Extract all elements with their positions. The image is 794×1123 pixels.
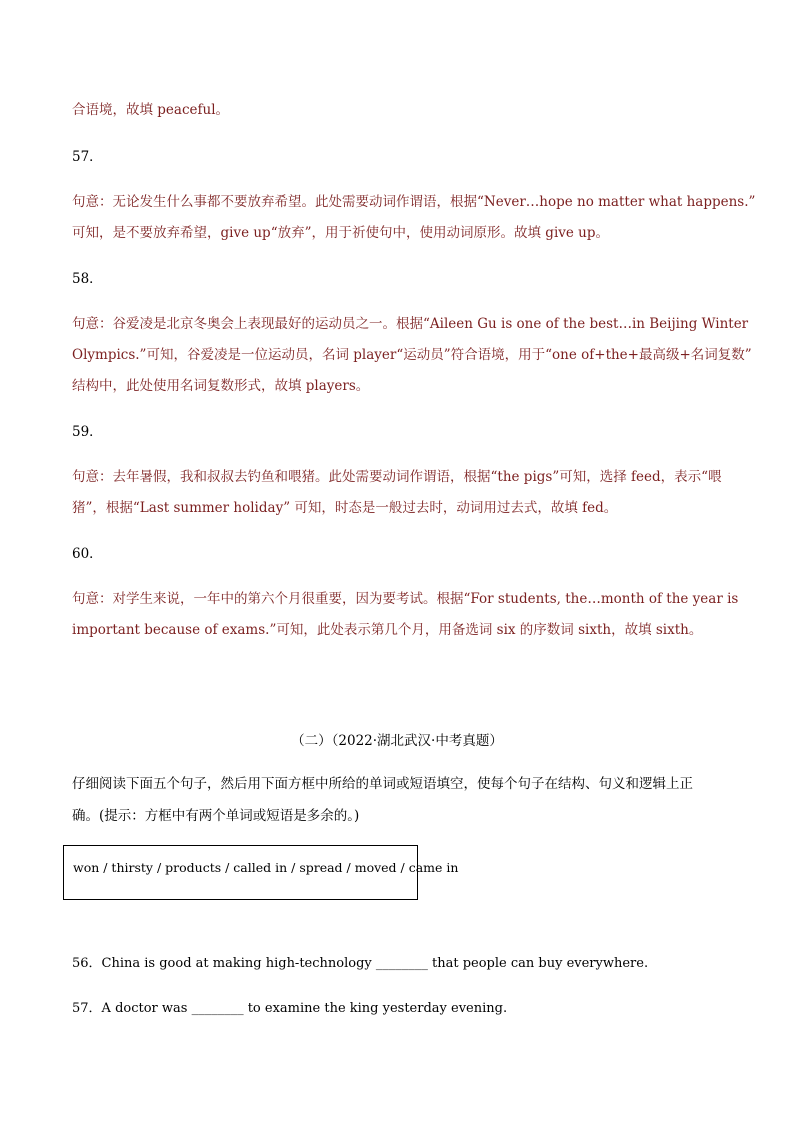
instructions-line-2: 确。(提示：方框中有两个单词或短语是多余的。) — [72, 808, 360, 824]
answer-57-line-1: 句意：无论发生什么事都不要放弃希望。此处需要动词作谓语，根据“Never…hope no matter what happens.” — [72, 194, 756, 210]
answer-number-57: 57． — [72, 149, 103, 165]
section-title: （二）（2022·湖北武汉·中考真题） — [291, 733, 503, 749]
answer-60-line-2: important because of exams.”可知，此处表示第几个月，用备选词 six 的序数词 sixth，故填 sixth。 — [72, 622, 703, 638]
answer-number-60: 60． — [72, 546, 103, 562]
answer-58-line-3: 结构中，此处使用名词复数形式，故填 players。 — [72, 378, 370, 394]
instructions-line-1: 仔细阅读下面五个句子，然后用下面方框中所给的单词或短语填空，使每个句子在结构、句义和逻辑上正 — [72, 776, 693, 792]
word-bank-text: won / thirsty / products / called in / spread / moved / came in — [73, 860, 459, 875]
answer-57-line-2: 可知，是不要放弃希望，give up“放弃”，用于祈使句中，使用动词原形。故填 give up。 — [72, 225, 609, 241]
answer-58-line-2: Olympics.”可知，谷爱凌是一位运动员，名词 player“运动员”符合语境，用于“one of+the+最高级+名词复数” — [72, 347, 752, 363]
question-57: 57．A doctor was ________ to examine the king yesterday evening. — [72, 1001, 508, 1016]
question-56: 56．China is good at making high-technology ________ that people can buy everywhere. — [72, 956, 649, 971]
answer-59-line-2: 猪”，根据“Last summer holiday” 可知，时态是一般过去时，动词用过去式，故填 fed。 — [72, 500, 618, 516]
answer-58-line-1: 句意：谷爱凌是北京冬奥会上表现最好的运动员之一。根据“Aileen Gu is one of the best…in Beijing Winter — [72, 316, 749, 332]
answer-60-line-1: 句意：对学生来说，一年中的第六个月很重要，因为要考试。根据“For students, the…month of the year is — [72, 591, 739, 607]
word-bank-box — [63, 845, 459, 900]
answer-59-line-1: 句意：去年暑假，我和叔叔去钓鱼和喂猪。此处需要动词作谓语，根据“the pigs”可知，选择 feed，表示“喂 — [72, 469, 722, 485]
answer-fragment: 合语境，故填 peaceful。 — [72, 102, 230, 118]
answer-number-58: 58． — [72, 271, 103, 287]
answer-number-59: 59． — [72, 424, 103, 440]
